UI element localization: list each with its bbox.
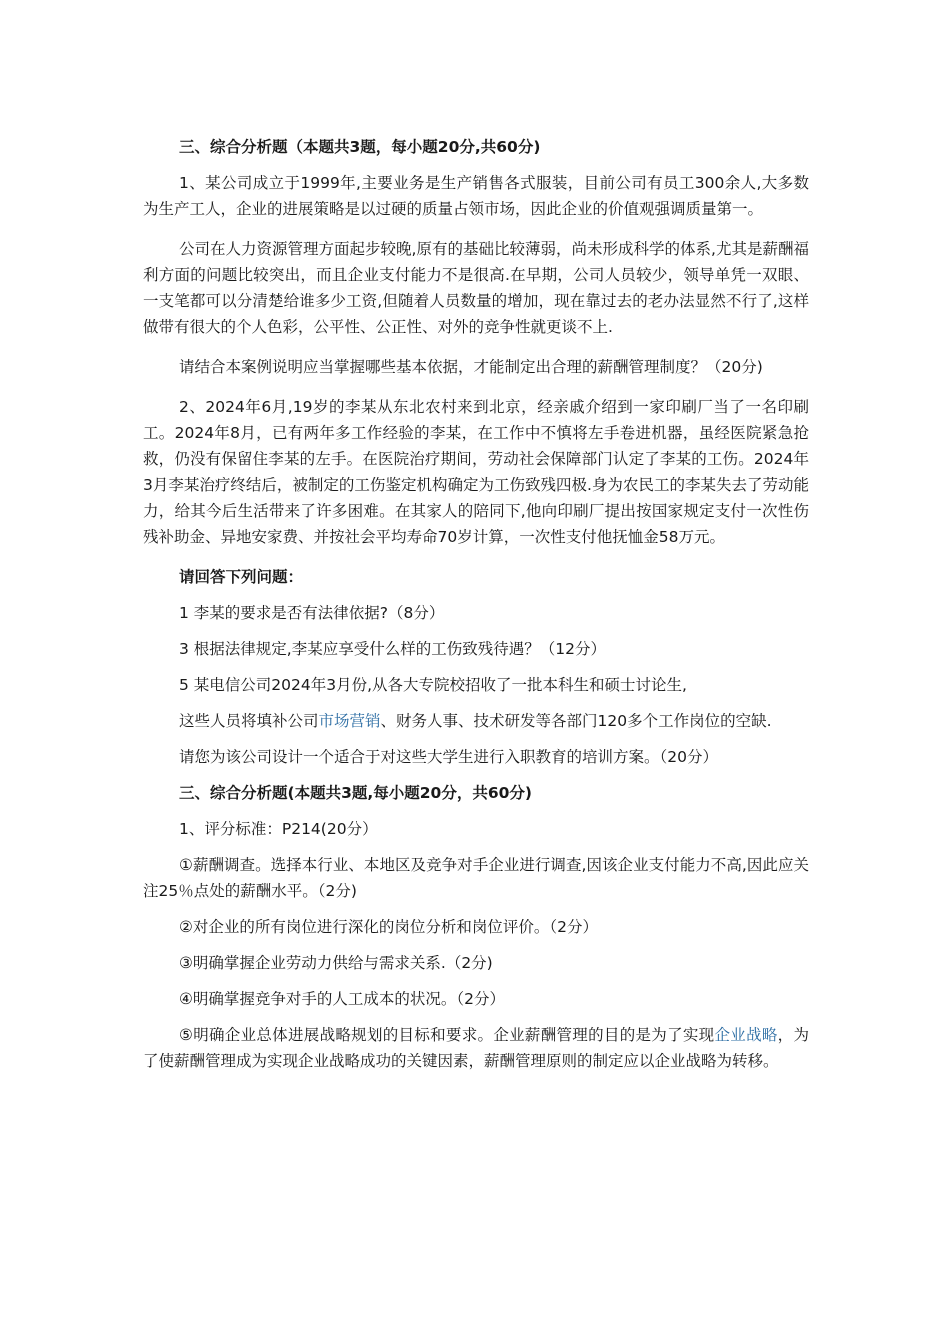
question-3-detail-after: 、财务人事、技术研发等各部门120多个工作岗位的空缺. xyxy=(380,712,772,730)
answer-1-item-5 xyxy=(143,1022,809,1074)
question-2-sub-3: 3 根据法律规定,李某应享受什么样的工伤致残待遇？（12分） xyxy=(179,640,606,658)
answer-1-item-5-before: ⑤明确企业总体进展战略规划的目标和要求。企业薪酬管理的目的是为了实现 xyxy=(179,1026,715,1044)
question-2-prompt: 请回答下列问题： xyxy=(179,568,304,586)
section-heading-questions: 三、综合分析题（本题共3题，每小题20分,共60分) xyxy=(179,138,541,156)
question-3-detail xyxy=(143,708,809,734)
question-3-detail-before: 这些人员将填补公司 xyxy=(179,712,319,730)
question-3-prompt: 请您为该公司设计一个适合于对这些大学生进行入职教育的培训方案。（20分） xyxy=(179,748,718,766)
question-1-prompt: 请结合本案例说明应当掌握哪些基本依据，才能制定出合理的薪酬管理制度？（20分) xyxy=(179,358,763,376)
answer-1-item-2: ②对企业的所有岗位进行深化的岗位分析和岗位评价。（2分） xyxy=(179,918,599,936)
marketing-link[interactable]: 市场营销 xyxy=(318,712,381,730)
question-1-intro: 1、某公司成立于1999年,主要业务是生产销售各式服装，目前公司有员工300余人,大多数为生产工人，企业的进展策略是以过硬的质量占领市场，因此企业的价值观强调质量第一。 xyxy=(143,174,809,218)
answer-1-item-1: ①薪酬调查。选择本行业、本地区及竞争对手企业进行调查,因该企业支付能力不高,因此应关注25％点处的薪酬水平。（2分) xyxy=(143,856,809,900)
answer-1-header: 1、评分标准：P214(20分） xyxy=(179,820,378,838)
question-1-background: 公司在人力资源管理方面起步较晚,原有的基础比较薄弱，尚未形成科学的体系,尤其是薪酬福利方面的问题比较突出，而且企业支付能力不是很高.在早期，公司人员较少，领导单凭一双眼、一支笔都可以分清楚给谁多少工资,但随着人员数量的增加，现在靠过去的老办法显然不行了,这样做带有很大的个人色彩，公平性、公正性、对外的竞争性就更谈不上. xyxy=(143,240,809,336)
question-2-sub-1: 1 李某的要求是否有法律依据?（8分） xyxy=(179,604,445,622)
section-heading-answers: 三、综合分析题(本题共3题,每小题20分，共60分) xyxy=(179,784,532,802)
corporate-strategy-link[interactable]: 企业战略 xyxy=(714,1026,778,1044)
question-3-intro: 5 某电信公司2024年3月份,从各大专院校招收了一批本科生和硕士讨论生, xyxy=(179,676,687,694)
answer-1-item-5-after: ，为了使薪酬管理成为实现企业战略成功的关键因素，薪酬管理原则的制定应以企业战略为转移。 xyxy=(143,1026,809,1070)
answer-1-item-3: ③明确掌握企业劳动力供给与需求关系.（2分) xyxy=(179,954,493,972)
answer-1-item-4: ④明确掌握竞争对手的人工成本的状况。（2分） xyxy=(179,990,506,1008)
question-2-case: 2、2024年6月,19岁的李某从东北农村来到北京，经亲戚介绍到一家印刷厂当了一名印刷工。2024年8月，已有两年多工作经验的李某，在工作中不慎将左手卷进机器，虽经医院紧急抢救，仍没有保留住李某的左手。在医院治疗期间，劳动社会保障部门认定了李某的工伤。2024年3月李某治疗终结后，被制定的工伤鉴定机构确定为工伤致残四极.身为农民工的李某失去了劳动能力，给其今后生活带来了许多困难。在其家人的陪同下,他向印刷厂提出按国家规定支付一次性伤残补助金、异地安家费、并按社会平均寿命70岁计算，一次性支付他抚恤金58万元。 xyxy=(143,398,809,546)
